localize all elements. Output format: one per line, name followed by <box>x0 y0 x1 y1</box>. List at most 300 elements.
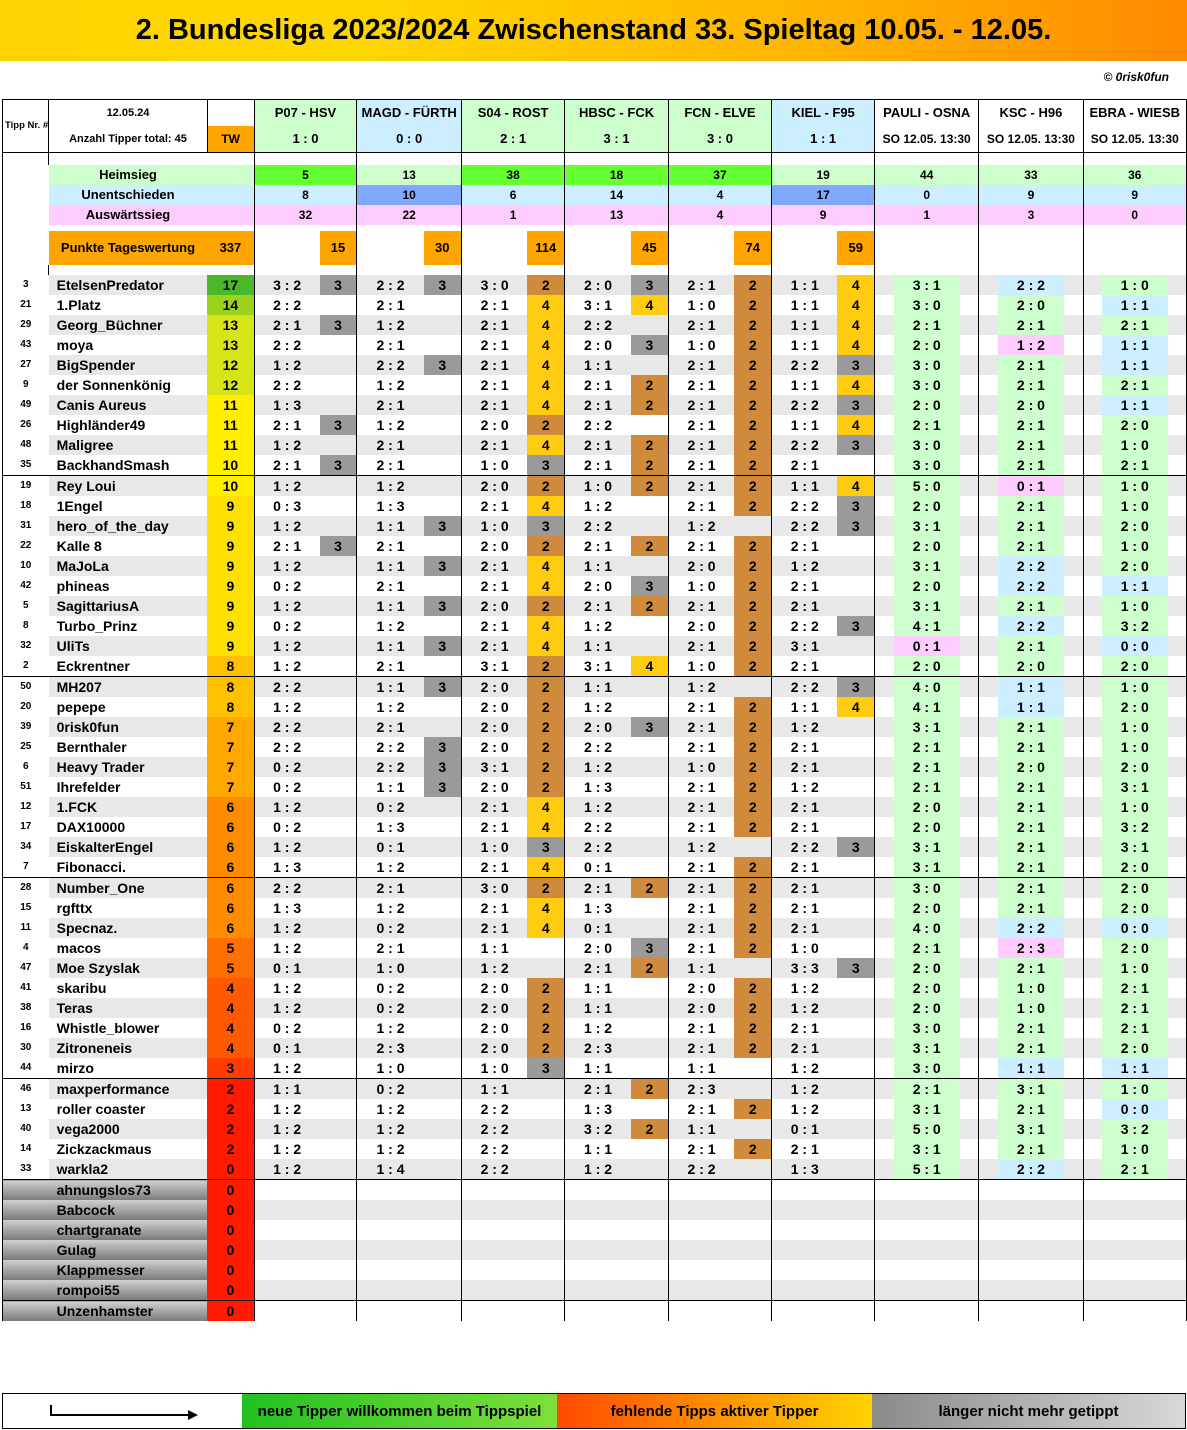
tip-score <box>461 1301 527 1322</box>
tip-score: 0 : 2 <box>254 576 320 596</box>
tip-score-open <box>979 938 1083 958</box>
tip-points <box>837 1220 874 1240</box>
tip-points <box>631 677 668 698</box>
tip-score-open <box>1083 1180 1186 1201</box>
tip-score: 1 : 1 <box>565 1139 631 1159</box>
tip-score: 2 : 1 <box>668 898 734 918</box>
tipper-name: pepepe <box>49 697 208 717</box>
tipper-points: 6 <box>207 817 254 837</box>
tip-score: 0 : 2 <box>254 616 320 636</box>
tip-score-value: 1 : 0 <box>1102 596 1168 616</box>
tip-score: 2 : 1 <box>668 878 734 899</box>
tip-score: 2 : 0 <box>461 677 527 698</box>
tip-score-value: 2 : 1 <box>1102 455 1168 475</box>
tip-score-open <box>979 536 1083 556</box>
stat-value-ausw: 3 <box>979 205 1083 225</box>
tip-score: 2 : 2 <box>772 837 838 857</box>
tip-score: 1 : 2 <box>254 1058 320 1079</box>
tip-score: 2 : 1 <box>668 918 734 938</box>
stat-value-unent: 9 <box>979 185 1083 205</box>
tip-score-open <box>1083 1038 1186 1058</box>
tip-points: 2 <box>734 636 771 656</box>
tip-points: 3 <box>527 1058 565 1079</box>
tip-score-value: 1 : 0 <box>1102 476 1168 496</box>
tip-score: 1 : 1 <box>565 677 631 698</box>
tip-score-open <box>1083 415 1186 435</box>
spacer <box>565 265 669 275</box>
tip-score-open <box>875 616 979 636</box>
tip-score: 2 : 1 <box>461 355 527 375</box>
tip-points: 2 <box>527 878 565 899</box>
tip-score-value: 5 : 0 <box>894 476 960 496</box>
punkte-total: 337 <box>207 231 254 265</box>
tip-points <box>837 757 874 777</box>
tip-score: 0 : 1 <box>254 1038 320 1058</box>
tipper-name: Teras <box>49 998 208 1018</box>
tipper-name: UliTs <box>49 636 208 656</box>
tip-points <box>320 717 357 737</box>
tip-score-value: 1 : 0 <box>1102 275 1168 295</box>
tip-score-value: 3 : 2 <box>1102 616 1168 636</box>
tip-points: 3 <box>837 435 874 455</box>
tip-points: 2 <box>527 275 565 295</box>
tip-score-value: 1 : 1 <box>1102 335 1168 355</box>
tip-points <box>631 1038 668 1058</box>
tip-score-open <box>979 1220 1083 1240</box>
tip-points <box>631 496 668 516</box>
tip-score-open <box>1083 1280 1186 1301</box>
tip-points: 2 <box>631 395 668 415</box>
tipper-points: 5 <box>207 938 254 958</box>
tip-score-open <box>1083 275 1186 295</box>
tipper-points: 4 <box>207 1038 254 1058</box>
tipper-number: 39 <box>3 717 49 737</box>
tip-score: 1 : 2 <box>254 516 320 536</box>
tip-score-open <box>1083 797 1186 817</box>
table-row <box>3 898 1187 918</box>
tip-points: 4 <box>837 375 874 395</box>
tip-points <box>424 496 462 516</box>
tip-score: 2 : 1 <box>772 757 838 777</box>
tip-score-open <box>875 878 979 899</box>
tipper-number: 19 <box>3 476 49 497</box>
tip-points <box>424 1139 462 1159</box>
table-row <box>3 315 1187 335</box>
tip-score-value: 3 : 1 <box>894 837 960 857</box>
stat-label-heim: Heimsieg <box>49 165 208 185</box>
spacer <box>668 153 771 166</box>
tip-score-open <box>875 1159 979 1180</box>
tipper-points: 0 <box>207 1260 254 1280</box>
tip-points <box>320 978 357 998</box>
tip-score: 1 : 1 <box>357 556 424 576</box>
tip-score-value: 3 : 1 <box>998 1079 1064 1099</box>
match-result-1: 0 : 0 <box>357 126 462 153</box>
tip-points: 3 <box>837 677 874 698</box>
stat-spacer <box>3 205 49 225</box>
tipper-points: 7 <box>207 777 254 797</box>
tip-points <box>631 355 668 375</box>
tip-points <box>837 978 874 998</box>
tip-score-value: 2 : 1 <box>998 636 1064 656</box>
tip-score-value: 2 : 2 <box>998 556 1064 576</box>
tip-points <box>320 898 357 918</box>
tip-points <box>320 817 357 837</box>
tip-score: 1 : 2 <box>254 797 320 817</box>
tip-score-value: 2 : 1 <box>998 596 1064 616</box>
match-name-2: S04 - ROST <box>461 100 564 127</box>
tip-score-open <box>875 1280 979 1301</box>
tip-score-open <box>979 878 1083 899</box>
tip-points <box>527 1079 565 1100</box>
tip-points <box>320 857 357 878</box>
table-row <box>3 1159 1187 1180</box>
spacer <box>3 153 49 166</box>
tip-score: 1 : 2 <box>254 1099 320 1119</box>
table-row <box>3 837 1187 857</box>
table-row <box>3 1240 1187 1260</box>
tip-points <box>631 556 668 576</box>
tipper-number: 25 <box>3 737 49 757</box>
tip-points <box>320 435 357 455</box>
tip-score: 2 : 0 <box>461 1038 527 1058</box>
tip-points: 3 <box>837 616 874 636</box>
tip-score-open <box>875 697 979 717</box>
tip-points <box>837 1099 874 1119</box>
tip-score-open <box>875 857 979 878</box>
match-result-0: 1 : 0 <box>254 126 357 153</box>
tip-points <box>734 1159 771 1180</box>
tip-points: 2 <box>734 1038 771 1058</box>
tip-score-value: 4 : 0 <box>894 677 960 697</box>
tip-points: 3 <box>320 536 357 556</box>
tip-score: 2 : 1 <box>461 556 527 576</box>
tip-score: 1 : 0 <box>357 958 424 978</box>
tip-score-open <box>979 1119 1083 1139</box>
tip-points <box>320 1280 357 1301</box>
tip-score: 2 : 0 <box>461 476 527 497</box>
table-row <box>3 857 1187 878</box>
tip-points <box>631 636 668 656</box>
tip-points <box>320 757 357 777</box>
tipper-name: Babcock <box>49 1200 208 1220</box>
tip-score: 1 : 0 <box>461 516 527 536</box>
tip-score <box>461 1280 527 1301</box>
tip-score-value: 4 : 0 <box>894 918 960 938</box>
tip-score-open <box>1083 697 1186 717</box>
tip-score: 2 : 1 <box>668 315 734 335</box>
tip-points <box>424 1240 462 1260</box>
punkte-empty <box>1083 231 1186 265</box>
tipper-name: EtelsenPredator <box>49 275 208 295</box>
tip-score: 2 : 1 <box>668 536 734 556</box>
tipper-points: 7 <box>207 717 254 737</box>
tip-points: 2 <box>527 596 565 616</box>
tipper-points: 9 <box>207 616 254 636</box>
tip-score-open <box>979 1038 1083 1058</box>
tip-points <box>734 1240 771 1260</box>
tipper-number: 7 <box>3 857 49 878</box>
tip-score <box>254 1260 320 1280</box>
tip-score-open <box>875 656 979 677</box>
tip-score-open <box>1083 556 1186 576</box>
tipper-number: 3 <box>3 275 49 295</box>
tip-score <box>668 1240 734 1260</box>
tip-score-open <box>875 1220 979 1240</box>
tipper-name: rgfttx <box>49 898 208 918</box>
tip-score-open <box>1083 1058 1186 1079</box>
tip-points <box>837 857 874 878</box>
tip-score-value: 3 : 1 <box>894 275 960 295</box>
tip-points <box>424 797 462 817</box>
tip-points: 2 <box>734 315 771 335</box>
tip-score-open <box>979 395 1083 415</box>
tip-score: 1 : 2 <box>254 476 320 497</box>
tip-score-value: 1 : 0 <box>1102 1079 1168 1099</box>
tipper-points: 0 <box>207 1280 254 1301</box>
tipper-points: 11 <box>207 435 254 455</box>
tipper-name: Eckrentner <box>49 656 208 677</box>
tipper-number: 30 <box>3 1038 49 1058</box>
tip-score-open <box>1083 998 1186 1018</box>
tip-points <box>320 556 357 576</box>
tipper-number <box>3 1301 49 1322</box>
tip-points: 4 <box>837 275 874 295</box>
tip-score: 1 : 0 <box>357 1058 424 1079</box>
tip-score: 2 : 2 <box>254 737 320 757</box>
tip-points <box>734 958 771 978</box>
tip-score-open <box>1083 1301 1186 1322</box>
tip-score: 2 : 1 <box>357 395 424 415</box>
tip-points <box>734 1260 771 1280</box>
tip-score <box>357 1220 424 1240</box>
tip-score <box>772 1240 838 1260</box>
tip-points: 3 <box>320 455 357 476</box>
tip-score: 1 : 2 <box>565 1159 631 1180</box>
tip-score-value: 0 : 0 <box>1102 1099 1168 1119</box>
tipper-name: Kalle 8 <box>49 536 208 556</box>
tip-score: 0 : 2 <box>357 998 424 1018</box>
tip-score-open <box>979 797 1083 817</box>
tip-points <box>320 1079 357 1100</box>
tip-score-open <box>1083 656 1186 677</box>
tip-points <box>837 918 874 938</box>
match-name-5: KIEL - F95 <box>772 100 875 127</box>
tip-points <box>734 1058 771 1079</box>
tip-points: 2 <box>631 596 668 616</box>
stat-value-ausw: 13 <box>565 205 669 225</box>
tip-points <box>527 1260 565 1280</box>
tip-points: 2 <box>734 536 771 556</box>
tipper-number: 22 <box>3 536 49 556</box>
tip-points <box>424 295 462 315</box>
tipper-points: 8 <box>207 677 254 698</box>
tip-points <box>631 1301 668 1322</box>
tip-score: 1 : 2 <box>357 1018 424 1038</box>
tip-score-open <box>979 415 1083 435</box>
tip-score-value: 2 : 1 <box>998 536 1064 556</box>
tip-points <box>320 878 357 899</box>
tip-points: 3 <box>424 275 462 295</box>
arrow-right-icon <box>43 1401 203 1421</box>
tipper-name: Rey Loui <box>49 476 208 497</box>
tip-score: 1 : 2 <box>772 1058 838 1079</box>
tip-score-value: 1 : 1 <box>998 1058 1064 1078</box>
tip-points <box>631 616 668 636</box>
tipper-number: 2 <box>3 656 49 677</box>
spacer <box>49 265 254 275</box>
tip-score-open <box>979 1058 1083 1079</box>
tip-score-value: 3 : 1 <box>998 1119 1064 1139</box>
tip-score-value: 2 : 1 <box>998 817 1064 837</box>
tip-points <box>320 656 357 677</box>
tip-score-value: 2 : 0 <box>1102 516 1168 536</box>
tipper-name: Unzenhamster <box>49 1301 208 1322</box>
tip-score-value: 2 : 0 <box>1102 656 1168 676</box>
tip-score: 2 : 1 <box>461 496 527 516</box>
tip-points: 3 <box>631 938 668 958</box>
tip-score: 2 : 2 <box>565 817 631 837</box>
tip-score: 0 : 1 <box>772 1119 838 1139</box>
tip-points <box>424 1079 462 1100</box>
tip-points: 4 <box>527 355 565 375</box>
tip-score: 2 : 3 <box>565 1038 631 1058</box>
tip-points <box>320 998 357 1018</box>
tipper-name: mirzo <box>49 1058 208 1079</box>
tip-score: 2 : 2 <box>772 355 838 375</box>
legend-missing: fehlende Tipps aktiver Tipper <box>557 1394 872 1428</box>
title-text: 2. Bundesliga 2023/2024 Zwischenstand 33. Spieltag 10.05. - 12.05. <box>135 14 1052 46</box>
stat-tw-ausw <box>207 205 254 225</box>
tip-points <box>837 1180 874 1201</box>
tip-score-open <box>979 978 1083 998</box>
tip-score: 2 : 1 <box>461 295 527 315</box>
tipper-points: 9 <box>207 516 254 536</box>
tip-score: 1 : 1 <box>772 315 838 335</box>
tip-points <box>320 797 357 817</box>
tip-score: 2 : 2 <box>357 275 424 295</box>
tip-score-open <box>875 435 979 455</box>
tip-score: 2 : 1 <box>772 898 838 918</box>
tip-score-value: 1 : 2 <box>998 335 1064 355</box>
tip-score: 2 : 1 <box>461 857 527 878</box>
tip-points: 2 <box>734 295 771 315</box>
tip-score: 2 : 0 <box>668 978 734 998</box>
tip-points: 3 <box>527 837 565 857</box>
table-row <box>3 435 1187 455</box>
table-row <box>3 415 1187 435</box>
tip-score-open <box>875 1301 979 1322</box>
spacer <box>875 153 979 166</box>
table-row <box>3 1139 1187 1159</box>
tip-score-open <box>979 375 1083 395</box>
tip-points <box>320 777 357 797</box>
tw-header: TW <box>207 126 254 153</box>
tip-score: 3 : 3 <box>772 958 838 978</box>
tip-points: 2 <box>527 677 565 698</box>
tipper-points: 4 <box>207 978 254 998</box>
tip-score-value: 0 : 0 <box>1102 636 1168 656</box>
tip-score: 1 : 2 <box>254 918 320 938</box>
tip-points <box>837 455 874 476</box>
tip-score <box>772 1260 838 1280</box>
tipper-name: vega2000 <box>49 1119 208 1139</box>
tip-points: 4 <box>527 636 565 656</box>
tip-points: 2 <box>734 435 771 455</box>
tip-points <box>631 797 668 817</box>
spacer <box>565 153 669 166</box>
tip-points <box>424 1038 462 1058</box>
tipper-name: Moe Szyslak <box>49 958 208 978</box>
tip-score-open <box>875 315 979 335</box>
tip-score-value: 2 : 1 <box>998 455 1064 475</box>
tip-points <box>527 938 565 958</box>
tipper-number: 8 <box>3 616 49 636</box>
table-row <box>3 958 1187 978</box>
tip-score <box>254 1200 320 1220</box>
tip-score: 2 : 1 <box>461 435 527 455</box>
tip-score-open <box>875 355 979 375</box>
tip-points: 2 <box>734 1139 771 1159</box>
stat-value-heim: 5 <box>254 165 357 185</box>
stat-spacer <box>3 165 49 185</box>
tip-score: 1 : 1 <box>461 1079 527 1100</box>
tipper-points: 8 <box>207 656 254 677</box>
tip-score: 2 : 0 <box>461 415 527 435</box>
tip-score-value: 2 : 1 <box>998 857 1064 877</box>
tip-score-value: 2 : 0 <box>894 536 960 556</box>
punkte-value: 15 <box>320 231 357 265</box>
tipper-number: 40 <box>3 1119 49 1139</box>
tip-score: 0 : 2 <box>357 918 424 938</box>
tip-points <box>837 1079 874 1100</box>
tip-score: 2 : 0 <box>565 335 631 355</box>
tip-score-value: 2 : 1 <box>998 516 1064 536</box>
tip-score-open <box>875 998 979 1018</box>
tip-score: 2 : 2 <box>668 1159 734 1180</box>
tip-points: 2 <box>734 817 771 837</box>
tip-score-open <box>875 1180 979 1201</box>
tip-score-open <box>979 958 1083 978</box>
tipper-name: Specnaz. <box>49 918 208 938</box>
tip-score-value: 2 : 1 <box>998 837 1064 857</box>
tipper-points: 6 <box>207 918 254 938</box>
tip-score-value: 2 : 1 <box>998 315 1064 335</box>
tip-points: 3 <box>320 275 357 295</box>
tip-score: 1 : 2 <box>772 1099 838 1119</box>
tip-points <box>424 918 462 938</box>
tip-score <box>772 1280 838 1301</box>
match-name-8: EBRA - WIESB <box>1083 100 1186 127</box>
tip-score: 1 : 1 <box>668 958 734 978</box>
tip-points <box>320 395 357 415</box>
tipper-points: 9 <box>207 536 254 556</box>
tip-score: 1 : 1 <box>668 1058 734 1079</box>
tipper-name: rompoi55 <box>49 1280 208 1301</box>
tip-points: 2 <box>631 958 668 978</box>
tip-score-open <box>979 777 1083 797</box>
tip-score <box>461 1240 527 1260</box>
tip-score: 1 : 2 <box>668 837 734 857</box>
tipper-number: 43 <box>3 335 49 355</box>
tip-score: 1 : 1 <box>357 777 424 797</box>
tip-score: 2 : 1 <box>565 878 631 899</box>
tip-score-open <box>1083 958 1186 978</box>
tip-score: 2 : 2 <box>254 295 320 315</box>
tip-points <box>837 1038 874 1058</box>
tip-points <box>320 1260 357 1280</box>
stat-tw-heim <box>207 165 254 185</box>
